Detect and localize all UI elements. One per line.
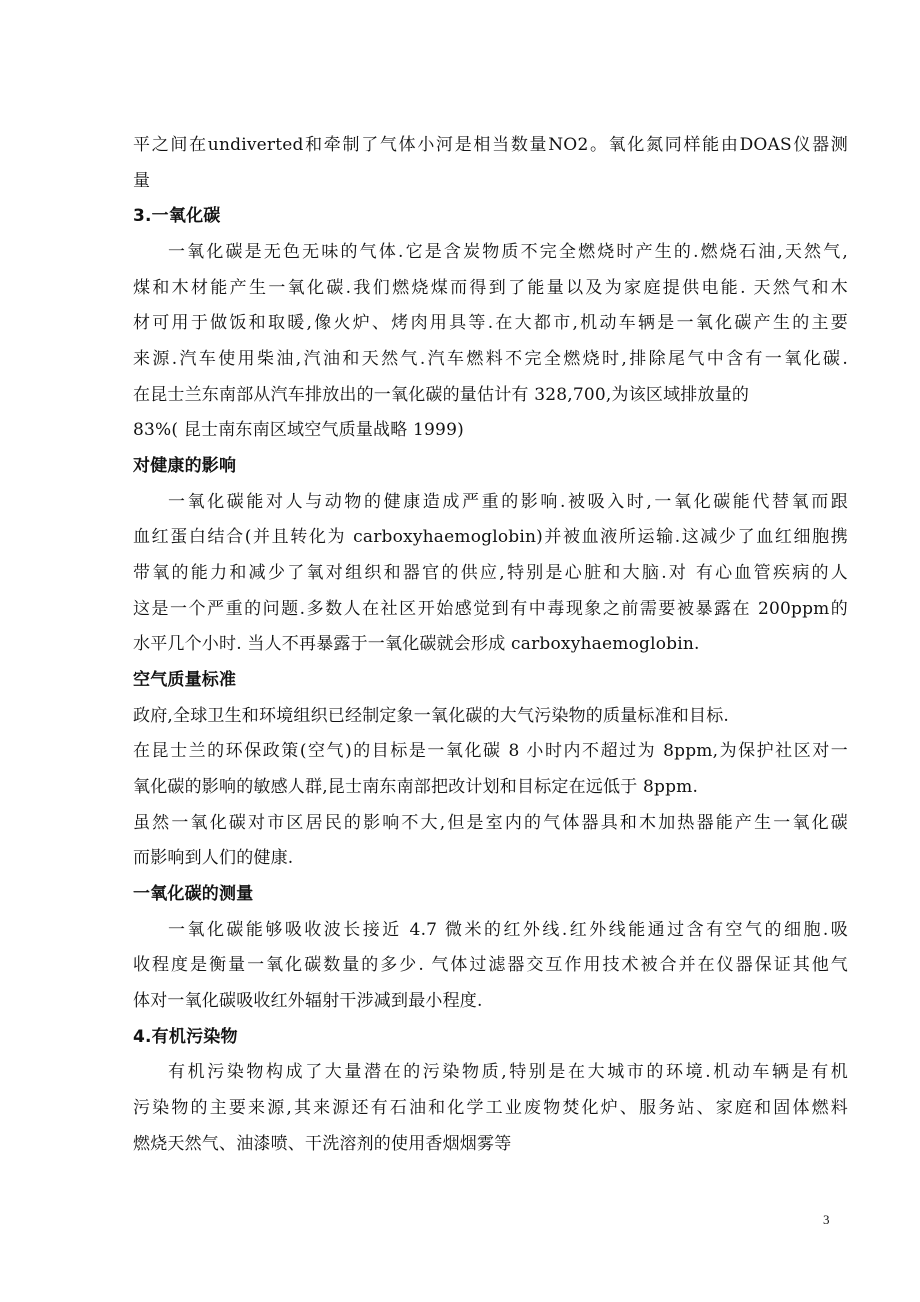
paragraph-line: 煤和木材能产生一氧化碳.我们燃烧煤而得到了能量以及为家庭提供电能. 天然气和木 (133, 278, 848, 298)
paragraph-line: 有机污染物构成了大量潜在的污染物质,特别是在大城市的环境.机动车辆是有机 (168, 1062, 848, 1082)
paragraph-line: 血红蛋白结合(并且转化为 carboxyhaemoglobin)并被血液所运输.这减少了血红细胞携 (133, 527, 848, 547)
paragraph-line: 污染物的主要来源,其来源还有石油和化学工业废物焚化炉、服务站、家庭和固体燃料 (133, 1098, 848, 1118)
paragraph-line: 体对一氧化碳吸收红外辐射干涉减到最小程度. (133, 991, 483, 1011)
paragraph-line: 政府,全球卫生和环境组织已经制定象一氧化碳的大气污染物的质量标准和目标. (133, 706, 730, 726)
paragraph-line: 这是一个严重的问题.多数人在社区开始感觉到有中毒现象之前需要被暴露在 200ppm的 (133, 599, 848, 619)
paragraph-line: 带氧的能力和减少了氧对组织和器官的供应,特别是心脏和大脑.对 有心血管疾病的人 (133, 563, 848, 583)
paragraph-line: 一氧化碳是无色无味的气体.它是含炭物质不完全燃烧时产生的.燃烧石油,天然气, (168, 242, 848, 262)
paragraph-line: 83%( 昆士南东南区域空气质量战略 1999) (133, 420, 464, 440)
paragraph-line: 一氧化碳能够吸收波长接近 4.7 微米的红外线.红外线能通过含有空气的细胞.吸 (168, 920, 848, 940)
paragraph-line: 收程度是衡量一氧化碳数量的多少. 气体过滤器交互作用技术被合并在仪器保证其他气 (133, 955, 848, 975)
paragraph-line: 来源.汽车使用柴油,汽油和天然气.汽车燃料不完全燃烧时,排除尾气中含有一氧化碳. (133, 349, 848, 369)
section-heading-air-quality-standards: 空气质量标准 (133, 670, 237, 690)
paragraph-line: 在昆士兰的环保政策(空气)的目标是一氧化碳 8 小时内不超过为 8ppm,为保护社区对一 (133, 741, 848, 761)
paragraph-line: 水平几个小时. 当人不再暴露于一氧化碳就会形成 carboxyhaemoglobin. (133, 634, 700, 654)
paragraph-line: 氧化碳的影响的敏感人群,昆士南东南部把改计划和目标定在远低于 8ppm. (133, 777, 699, 797)
paragraph-line: 在昆士兰东南部从汽车排放出的一氧化碳的量估计有 328,700,为该区域排放量的 (133, 385, 750, 405)
section-heading-measurement: 一氧化碳的测量 (133, 884, 254, 904)
section-heading-carbon-monoxide: 3.一氧化碳 (133, 206, 221, 226)
paragraph-line: 而影响到人们的健康. (133, 848, 294, 868)
paragraph-line: 燃烧天然气、油漆喷、干洗溶剂的使用香烟烟雾等 (133, 1134, 512, 1154)
paragraph-line: 材可用于做饭和取暖,像火炉、烤肉用具等.在大都市,机动车辆是一氧化碳产生的主要 (133, 313, 848, 333)
page-number: 3 (823, 1212, 830, 1227)
paragraph-line: 虽然一氧化碳对市区居民的影响不大,但是室内的气体器具和木加热器能产生一氧化碳 (133, 813, 848, 833)
paragraph-line: 量 (133, 171, 151, 191)
section-heading-health-effects: 对健康的影响 (133, 456, 237, 476)
section-heading-organic-pollutants: 4.有机污染物 (133, 1027, 238, 1047)
paragraph-line: 平之间在undiverted和牵制了气体小河是相当数量NO2。氧化氮同样能由DOAS仪器测 (133, 135, 848, 155)
paragraph-line: 一氧化碳能对人与动物的健康造成严重的影响.被吸入时,一氧化碳能代替氧而跟 (168, 492, 848, 512)
